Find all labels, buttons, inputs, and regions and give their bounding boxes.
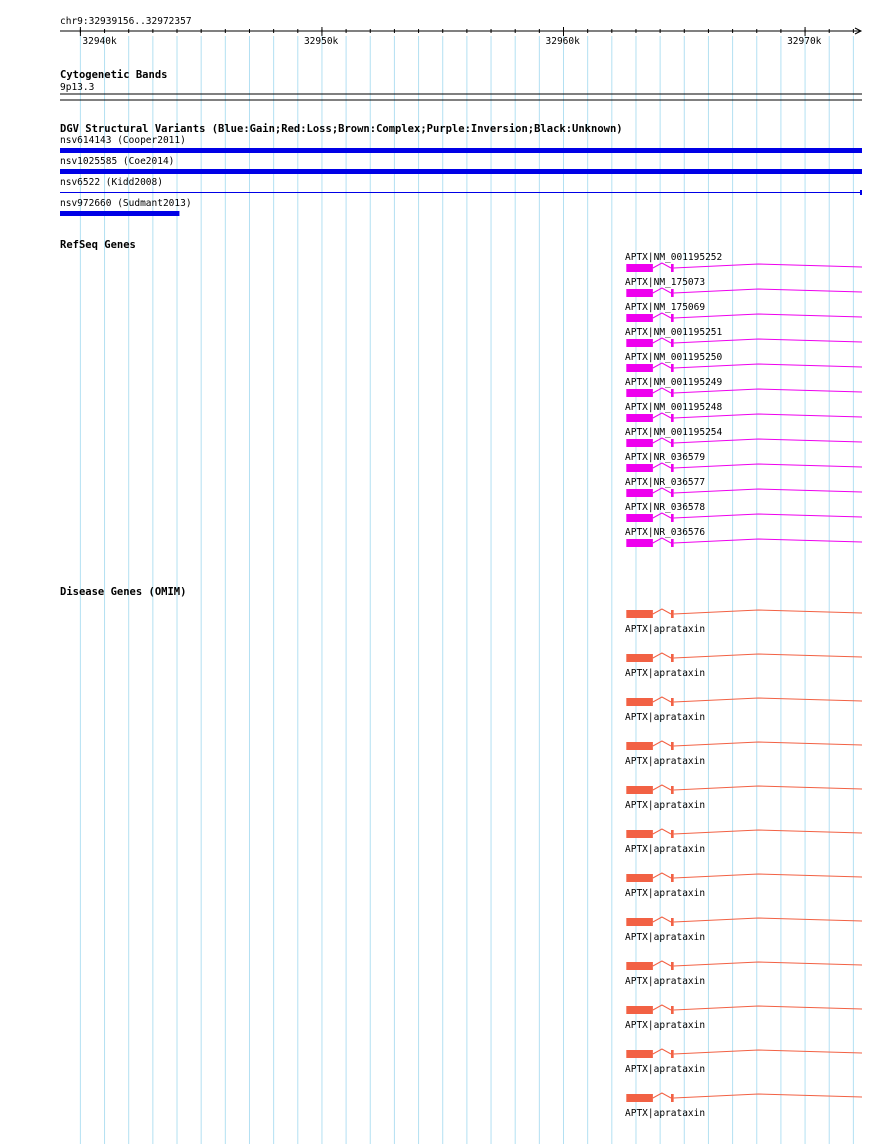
omim-exon (626, 698, 653, 706)
omim-intron (674, 918, 862, 922)
refseq-exon (671, 364, 674, 372)
omim-exon (626, 1006, 653, 1014)
refseq-transcript-label: APTX|NM_001195252 (625, 252, 723, 263)
ruler-tick-label: 32950k (303, 36, 339, 47)
omim-intron (674, 874, 862, 878)
refseq-exon (626, 514, 653, 522)
omim-intron (674, 830, 862, 834)
refseq-exon (626, 539, 653, 547)
omim-entry-label: APTX|aprataxin (625, 888, 706, 899)
refseq-exon (626, 464, 653, 472)
omim-exon (626, 1094, 653, 1102)
refseq-intron (674, 514, 862, 518)
omim-entry-label: APTX|aprataxin (625, 1020, 706, 1031)
dgv-variant-study: (Cooper2011) (111, 135, 186, 146)
refseq-exon (671, 339, 674, 347)
refseq-intron (653, 488, 671, 493)
dgv-title: DGV Structural Variants (Blue:Gain;Red:Loss;Brown:Complex;Purple:Inversion;Black:Unknown) (60, 123, 623, 135)
refseq-exon (626, 389, 653, 397)
refseq-transcript-label: APTX|NM_175069 (625, 302, 706, 313)
omim-entry-label: APTX|aprataxin (625, 800, 706, 811)
dgv-variant-label (60, 198, 192, 209)
refseq-transcript-label: APTX|NR_036579 (625, 452, 706, 463)
cytoband-label: 9p13.3 (60, 82, 95, 93)
refseq-transcript-label: APTX|NR_036578 (625, 502, 706, 513)
omim-intron (653, 1005, 671, 1010)
omim-intron (674, 962, 862, 966)
dgv-variant (60, 177, 862, 195)
refseq-intron (674, 264, 862, 268)
refseq-intron (674, 339, 862, 343)
omim-intron (653, 741, 671, 746)
refseq-intron (674, 314, 862, 318)
ruler-tick-label: 32940k (82, 36, 117, 47)
ruler-track (60, 16, 861, 47)
refseq-exon (626, 289, 653, 297)
dgv-variant-bar (60, 211, 179, 216)
dgv-rows (60, 135, 862, 216)
refseq-exon (671, 439, 674, 447)
refseq-intron (653, 513, 671, 518)
omim-exon (626, 830, 653, 838)
refseq-transcript-label: APTX|NR_036576 (625, 527, 706, 538)
refseq-intron (674, 539, 862, 543)
omim-intron (653, 653, 671, 658)
omim-exon (626, 654, 653, 662)
omim-entry-label: APTX|aprataxin (625, 712, 706, 723)
omim-intron (653, 609, 671, 614)
refseq-intron (674, 489, 862, 493)
omim-intron (674, 1094, 862, 1098)
ruler-major-ticks (80, 27, 821, 47)
dgv-variant-end-mark (860, 190, 862, 195)
refseq-intron (674, 414, 862, 418)
refseq-track (60, 239, 862, 547)
omim-entry-label: APTX|aprataxin (625, 1108, 706, 1119)
dgv-track (60, 123, 862, 216)
dgv-variant-id: nsv1025585 (60, 156, 118, 167)
omim-exon (626, 786, 653, 794)
omim-exon (626, 610, 653, 618)
refseq-exon (671, 389, 674, 397)
omim-entry-label: APTX|aprataxin (625, 624, 706, 635)
cytoband-title: Cytogenetic Bands (60, 69, 168, 81)
omim-intron (653, 873, 671, 878)
dgv-variant-id: nsv6522 (60, 177, 101, 188)
dgv-variant (60, 198, 192, 216)
refseq-intron (653, 313, 671, 318)
dgv-variant-bar (60, 148, 862, 153)
omim-exon (671, 1006, 674, 1014)
dgv-variant-label (60, 156, 174, 167)
refseq-title: RefSeq Genes (60, 239, 136, 251)
omim-exon (626, 742, 653, 750)
omim-intron (674, 1050, 862, 1054)
omim-intron (653, 1049, 671, 1054)
refseq-exon (671, 314, 674, 322)
dgv-variant (60, 156, 862, 174)
refseq-intron (653, 463, 671, 468)
refseq-transcript-label: APTX|NM_001195249 (625, 377, 723, 388)
dgv-variant-study: (Kidd2008) (100, 177, 163, 188)
refseq-exon (671, 289, 674, 297)
refseq-exon (626, 364, 653, 372)
omim-entry-label: APTX|aprataxin (625, 976, 706, 987)
omim-exon (671, 830, 674, 838)
omim-entry-label: APTX|aprataxin (625, 932, 706, 943)
omim-intron (653, 1093, 671, 1098)
omim-intron (674, 654, 862, 658)
omim-exon (671, 786, 674, 794)
refseq-transcript-label: APTX|NM_175073 (625, 277, 706, 288)
refseq-intron (653, 363, 671, 368)
dgv-variant-study: (Sudmant2013) (111, 198, 192, 209)
refseq-transcript-label: APTX|NM_001195251 (625, 327, 723, 338)
omim-intron (653, 785, 671, 790)
omim-exon (671, 610, 674, 618)
refseq-intron (674, 364, 862, 368)
refseq-transcript-label: APTX|NR_036577 (625, 477, 706, 488)
omim-exon (626, 962, 653, 970)
refseq-exon (671, 514, 674, 522)
refseq-exon (671, 539, 674, 547)
omim-exon (671, 874, 674, 882)
refseq-intron (653, 413, 671, 418)
omim-exon (626, 918, 653, 926)
refseq-intron (653, 438, 671, 443)
refseq-exon (626, 489, 653, 497)
refseq-intron (653, 288, 671, 293)
refseq-exon (671, 464, 674, 472)
omim-intron (653, 917, 671, 922)
refseq-transcript-label: APTX|NM_001195250 (625, 352, 723, 363)
omim-intron (653, 961, 671, 966)
refseq-exon (626, 439, 653, 447)
refseq-exon (626, 314, 653, 322)
refseq-exon (671, 489, 674, 497)
omim-entry-label: APTX|aprataxin (625, 1064, 706, 1075)
omim-exon (671, 742, 674, 750)
omim-intron (674, 698, 862, 702)
omim-exon (626, 874, 653, 882)
omim-title: Disease Genes (OMIM) (60, 586, 187, 598)
omim-exon (671, 654, 674, 662)
refseq-intron (674, 389, 862, 393)
refseq-exon (626, 414, 653, 422)
omim-intron (674, 610, 862, 614)
omim-track (60, 586, 862, 1119)
refseq-intron (674, 439, 862, 443)
omim-intron (674, 786, 862, 790)
refseq-exon (671, 414, 674, 422)
refseq-transcript-label: APTX|NM_001195254 (625, 427, 723, 438)
cytoband-track (60, 69, 862, 100)
omim-exon (671, 962, 674, 970)
omim-exon (626, 1050, 653, 1058)
omim-intron (653, 829, 671, 834)
omim-intron (653, 697, 671, 702)
ruler-range-label: chr9:32939156..32972357 (60, 16, 192, 27)
dgv-variant-study: (Coe2014) (117, 156, 175, 167)
refseq-exon (626, 264, 653, 272)
omim-intron (674, 742, 862, 746)
omim-exon (671, 698, 674, 706)
refseq-intron (653, 538, 671, 543)
refseq-intron (674, 289, 862, 293)
omim-exon (671, 1050, 674, 1058)
dgv-variant-label (60, 177, 163, 188)
omim-entry-label: APTX|aprataxin (625, 756, 706, 767)
ruler-tick-label: 32960k (545, 36, 580, 47)
dgv-variant-id: nsv614143 (60, 135, 112, 146)
refseq-intron (674, 464, 862, 468)
omim-exon (671, 918, 674, 926)
omim-entry-label: APTX|aprataxin (625, 844, 706, 855)
refseq-intron (653, 263, 671, 268)
omim-intron (674, 1006, 862, 1010)
dgv-variant (60, 135, 862, 153)
refseq-transcript-label: APTX|NM_001195248 (625, 402, 723, 413)
refseq-intron (653, 338, 671, 343)
dgv-variant-label (60, 135, 186, 146)
refseq-exon (626, 339, 653, 347)
omim-exon (671, 1094, 674, 1102)
dgv-variant-id: nsv972660 (60, 198, 112, 209)
grid-lines (80, 36, 853, 1144)
ruler-tick-label: 32970k (787, 36, 822, 47)
omim-entry-label: APTX|aprataxin (625, 668, 706, 679)
refseq-intron (653, 388, 671, 393)
refseq-exon (671, 264, 674, 272)
dgv-variant-bar (60, 169, 862, 174)
